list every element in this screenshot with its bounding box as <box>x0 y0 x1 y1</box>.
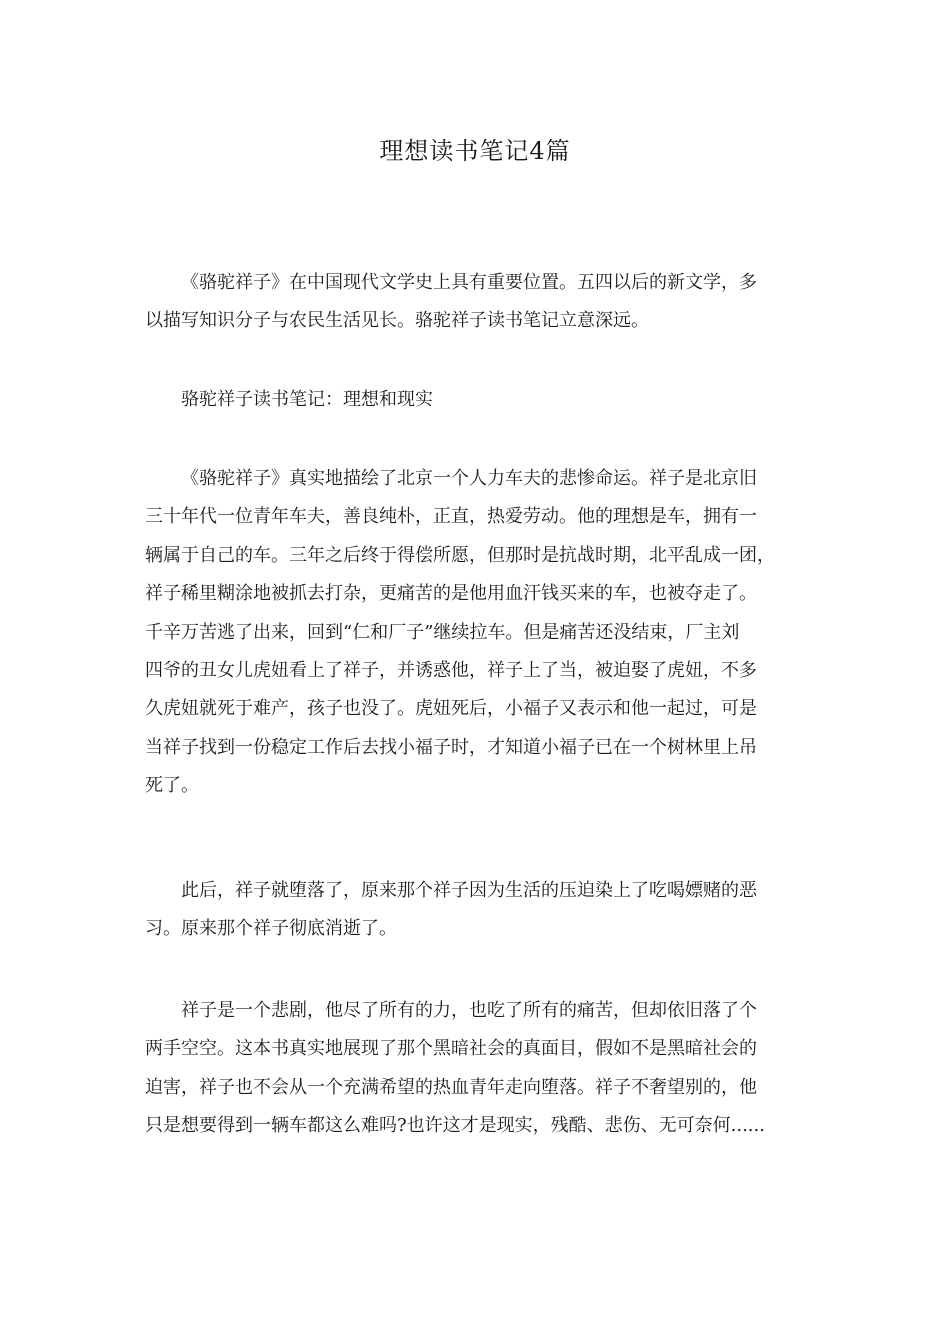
section-subheading: 骆驼祥子读书笔记：理想和现实 <box>181 389 433 410</box>
document-title: 理想读书笔记4篇 <box>379 137 571 165</box>
text-line: 祥子稀里糊涂地被抓去打杂，更痛苦的是他用血汗钱买来的车，也被夺走了。 <box>145 583 757 605</box>
text-line: 《骆驼祥子》真实地描绘了北京一个人力车夫的悲惨命运。祥子是北京旧 <box>181 468 757 489</box>
text-line: 千辛万苦逃了出来，回到“仁和厂子”继续拉车。但是痛苦还没结束，厂主刘 <box>145 621 740 643</box>
text-line: 以描写知识分子与农民生活见长。骆驼祥子读书笔记立意深远。 <box>145 310 649 332</box>
paragraph-story <box>145 460 807 806</box>
text-line: 此后，祥子就堕落了，原来那个祥子因为生活的压迫染上了吃喝嫖赌的恶 <box>181 880 757 901</box>
text-line: 当祥子找到一份稳定工作后去找小福子时，才知道小福子已在一个树林里上吊 <box>145 736 757 758</box>
text-line: 久虎妞就死于难产，孩子也没了。虎妞死后，小福子又表示和他一起过，可是 <box>145 698 757 720</box>
text-line: 迫害，祥子也不会从一个充满希望的热血青年走向堕落。祥子不奢望别的，他 <box>145 1076 757 1098</box>
text-line: 三十年代一位青年车夫，善良纯朴，正直，热爱劳动。他的理想是车，拥有一 <box>145 506 757 528</box>
text-line: 习。原来那个祥子彻底消逝了。 <box>145 918 397 940</box>
text-line: 四爷的丑女儿虎妞看上了祥子，并诱惑他，祥子上了当，被迫娶了虎妞，不多 <box>145 660 757 682</box>
paragraph-intro <box>145 264 807 341</box>
text-line: 辆属于自己的车。三年之后终于得偿所愿，但那时是抗战时期，北平乱成一团， <box>145 544 775 566</box>
text-line: 死了。 <box>145 775 199 797</box>
paragraph-subheading <box>145 381 807 419</box>
text-line: 祥子是一个悲剧，他尽了所有的力，也吃了所有的痛苦，但却依旧落了个 <box>181 1000 757 1021</box>
paragraph-decline <box>145 872 807 949</box>
text-line: 《骆驼祥子》在中国现代文学史上具有重要位置。五四以后的新文学，多 <box>181 272 757 293</box>
paragraph-conclusion <box>145 992 807 1146</box>
text-line: 两手空空。这本书真实地展现了那个黑暗社会的真面目，假如不是黑暗社会的 <box>145 1038 757 1060</box>
text-line: 只是想要得到一辆车都这么难吗?也许这才是现实，残酷、悲伤、无可奈何...... <box>145 1115 765 1137</box>
